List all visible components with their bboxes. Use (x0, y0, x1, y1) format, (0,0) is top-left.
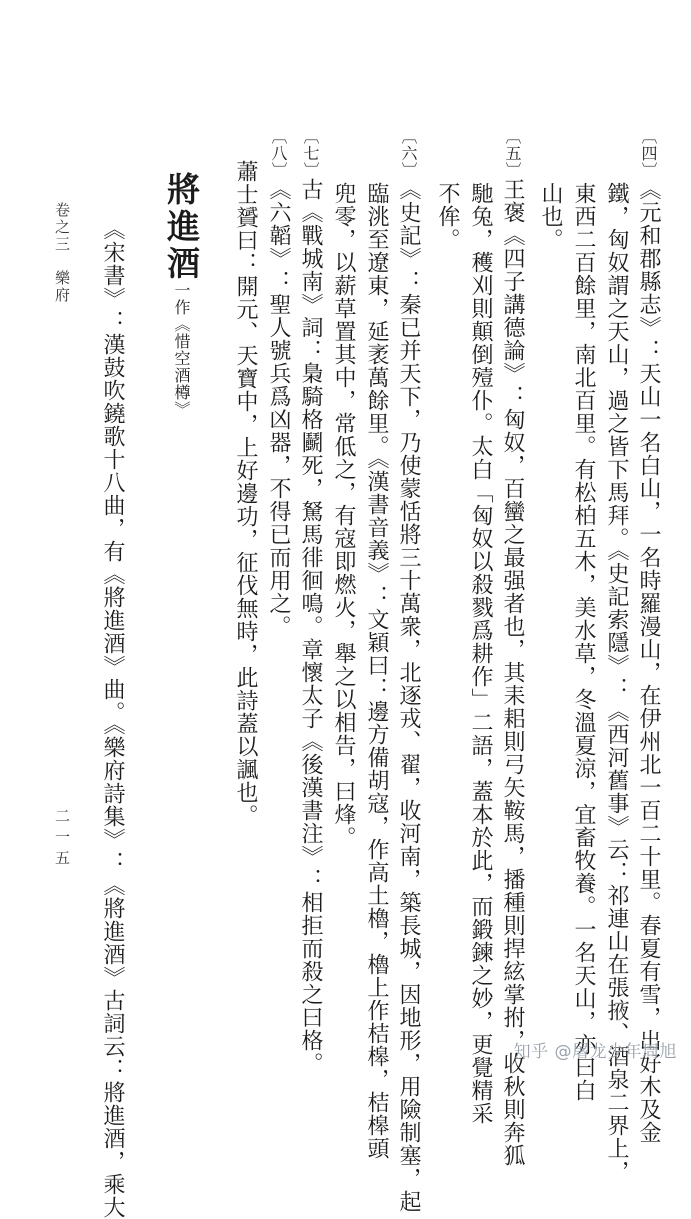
note-6-line-1: 《史記》：秦已并天下，乃使蒙恬將三十萬衆，北逐戎、翟，收河南，築長城，因地形，用險制塞，起 (396, 178, 421, 1213)
note-4-line-1: 《元和郡縣志》：天山一名白山，一名時羅漫山，在伊州北一百二十里。春夏有雪，出好木及金 (636, 178, 661, 1144)
note-5-line-1: 王褒《四子講德論》：匈奴，百蠻之最强者也，其耒耜則弓矢鞍馬，播種則捍絃掌拊，收秋則奔狐 (500, 178, 525, 1167)
note-4-label: 〔四〕 (639, 128, 658, 179)
note-4-line-4: 山也。 (538, 182, 563, 251)
watermark: 知乎 @屠龙少年周旭 (513, 1042, 677, 1062)
note-6-line-3: 兜零，以薪草置其中，常低之，有寇即燃火，舉之以相告，曰烽。 (331, 182, 356, 849)
note-8-line-1: 《六韜》：聖人號兵爲凶器，不得已而用之。 (266, 178, 291, 638)
note-4-line-2: 鐵，匈奴謂之天山，過之皆下馬拜。《史記索隱》：《西河舊事》云：祁連山在張掖、酒泉二界上， (604, 182, 629, 1183)
note-5-line-3: 不侔。 (435, 182, 460, 251)
note-7-label: 〔七〕 (301, 128, 320, 179)
poem-title: 將進酒 (162, 172, 201, 283)
poem-line-1: 《宋書》：漢鼓吹鐃歌十八曲，有《將進酒》曲。《樂府詩集》：《將進酒》古詞云：將進酒，乘大 (100, 218, 125, 1219)
note-4-line-3: 東西二百餘里，南北百里。有松柏五木，美水草，冬溫夏涼，宜畜牧養。一名天山，亦曰白 (571, 182, 596, 1102)
poem-subtitle: 一作《惜空酒樽》 (172, 282, 191, 418)
note-6-line-2: 臨洮至遼東，延袤萬餘里。《漢書音義》：文穎曰：邊方備胡寇，作高土櫓，櫓上作桔槔，桔槔頭 (364, 182, 389, 1160)
note-8-line-2: 蕭士贇曰：開元、天寶中，上好邊功，征伐無時，此詩蓋以諷也。 (233, 160, 258, 827)
running-head: 卷之三 樂府 (53, 202, 71, 304)
note-7-line-1: 古《戰城南》詞：梟騎格鬬死，駑馬徘徊鳴。章懷太子《後漢書注》：相拒而殺之曰格。 (298, 178, 323, 1075)
note-6-label: 〔六〕 (399, 128, 418, 179)
page-number: 二一五 (53, 808, 71, 871)
note-5-label: 〔五〕 (503, 128, 522, 179)
note-8-label: 〔八〕 (269, 128, 288, 179)
note-5-line-2: 馳兔，穫刈則顛倒殪仆。太白「匈奴以殺戮爲耕作」二語，蓋本於此，而鍛鍊之妙，更覺精采 (468, 182, 493, 1125)
